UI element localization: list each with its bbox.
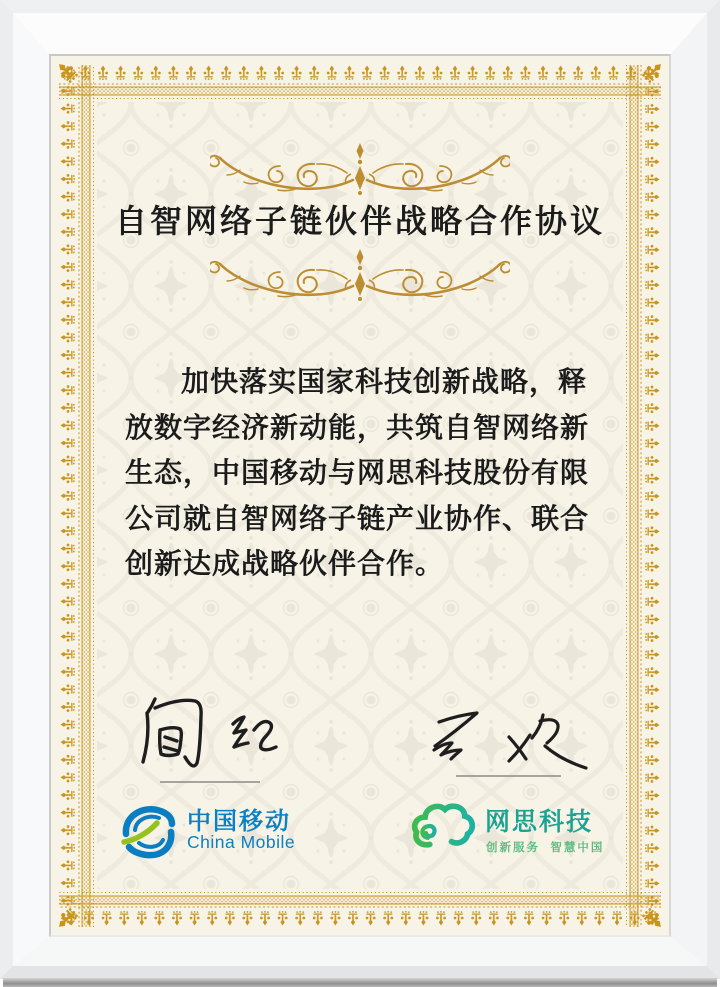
- frame-bottom-shadow: [3, 978, 717, 987]
- body-line: 放数字经济新动能，共筑自智网络新: [125, 410, 590, 444]
- certificate-paper: [51, 56, 669, 935]
- agreement-body-text: [125, 359, 607, 587]
- frame-face: [13, 13, 707, 966]
- frame-recess: [49, 54, 671, 937]
- certificate-title: 自智网络子链伙伴战略合作协议: [114, 202, 605, 240]
- body-line: 生态，中国移动与网思科技股份有限: [125, 456, 590, 489]
- wangsi-tech-name-cn: 网思科技: [485, 808, 594, 836]
- china-mobile-name-en: China Mobile: [187, 832, 296, 852]
- body-line: 公司就自智网络子链产业协作、联合: [125, 501, 590, 535]
- wangsi-tech-tagline: 创新服务 智慧中国: [486, 842, 605, 854]
- body-line: 加快落实国家科技创新战略，释: [181, 365, 588, 398]
- body-line: 创新达成战略伙伴合作。: [125, 547, 445, 580]
- china-mobile-name-cn: 中国移动: [187, 808, 291, 835]
